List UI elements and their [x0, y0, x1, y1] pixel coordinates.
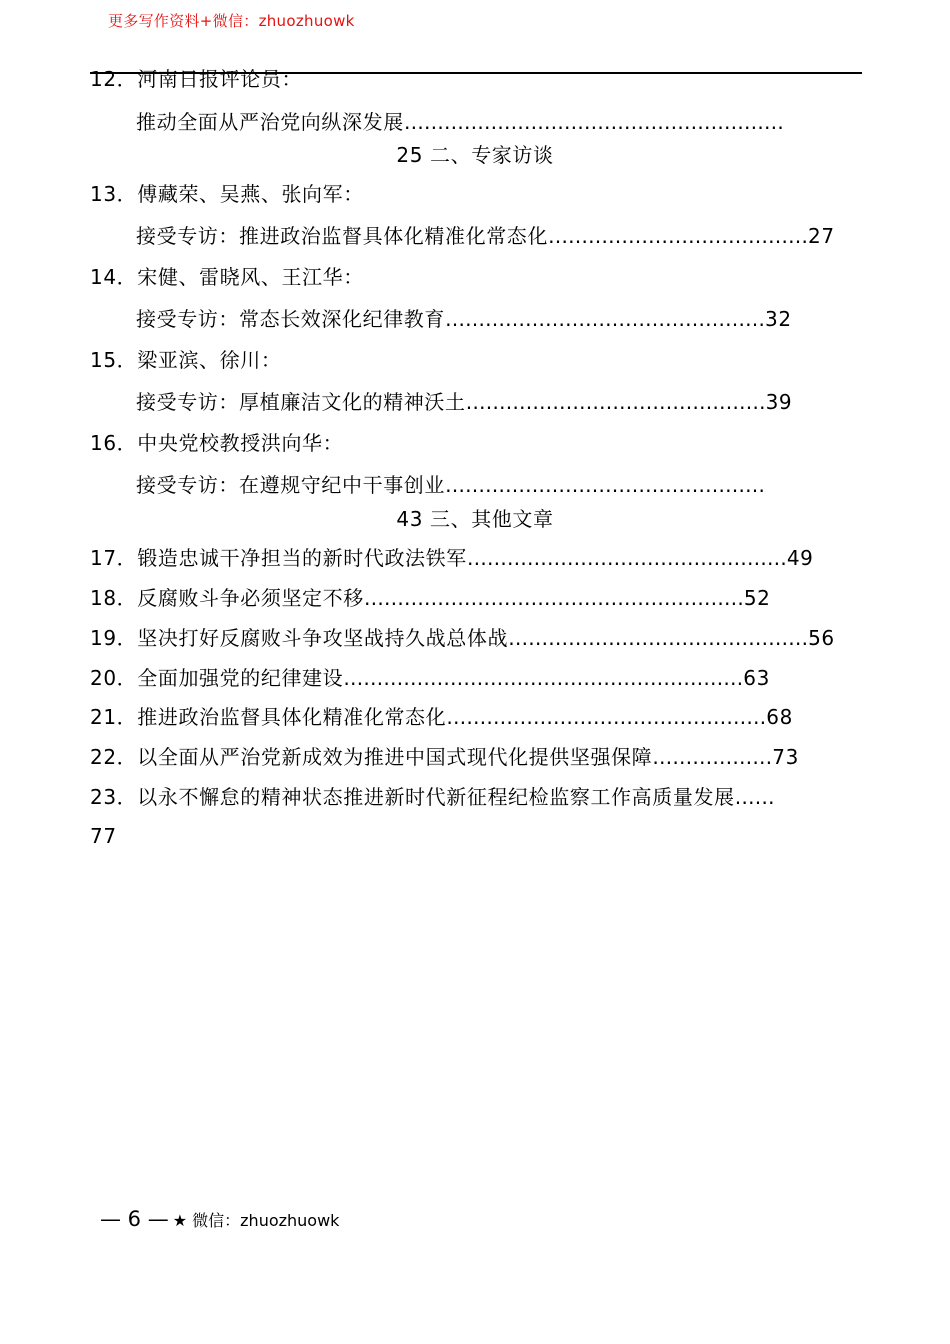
toc-entry-title: 21．推进政治监督具体化精准化常态化 — [90, 705, 447, 729]
toc-leader-dots: ………………………………… — [548, 224, 808, 248]
toc-entry-16-sub[interactable] — [136, 472, 765, 498]
toc-entry-15-title — [90, 347, 281, 373]
toc-page-number: 32 — [765, 307, 792, 331]
toc-entry-title: 14．宋健、雷晓风、王江华： — [90, 265, 364, 289]
toc-leader-dots: ………………………………………………… — [363, 586, 744, 610]
section-heading-other-articles[interactable]: 43 三、其他文章 — [396, 507, 554, 531]
toc-entry-13-title — [90, 181, 364, 207]
toc-entry-subtitle: 接受专访：常态长效深化纪律教育 — [136, 307, 445, 331]
toc-entry-title: 13．傅藏荣、吴燕、张向军： — [90, 182, 364, 206]
toc-entry-title: 23．以永不懈怠的精神状态推进新时代新征程纪检监察工作高质量发展 — [90, 785, 735, 809]
toc-page-number: 73 — [772, 745, 799, 769]
toc-entry-title: 20．全面加强党的纪律建设 — [90, 666, 344, 690]
toc-entry-18[interactable] — [90, 585, 771, 611]
toc-entry-16-title — [90, 430, 343, 456]
toc-entry-12-title — [90, 66, 302, 92]
toc-entry-title: 12．河南日报评论员： — [90, 67, 303, 91]
toc-entry-14-title — [90, 264, 364, 290]
toc-page-number: 56 — [808, 626, 835, 650]
toc-leader-dots: ……………………………………… — [508, 626, 809, 650]
toc-entry-23[interactable] — [90, 784, 775, 810]
toc-entry-23-page — [90, 823, 117, 849]
toc-entry-14-sub[interactable] — [136, 306, 792, 332]
toc-page-number: 77 — [90, 824, 117, 848]
toc-leader-dots: ………………………………………… — [466, 546, 787, 570]
toc-leader-dots: ………………………………………… — [445, 473, 765, 497]
toc-entry-subtitle: 接受专访：在遵规守纪中干事创业 — [136, 473, 445, 497]
page-footer — [100, 1207, 339, 1231]
toc-entry-title: 15．梁亚滨、徐川： — [90, 348, 282, 372]
toc-entry-21[interactable] — [90, 704, 793, 730]
toc-entry-title: 18．反腐败斗争必须坚定不移 — [90, 586, 364, 610]
toc-page-number: 63 — [743, 666, 770, 690]
toc-page-number: 68 — [766, 705, 793, 729]
toc-entry-title: 17．锻造忠诚干净担当的新时代政法铁军 — [90, 546, 467, 570]
toc-leader-dots: ……………… — [652, 745, 773, 769]
footer-wechat-note: ★ 微信：zhuozhuowk — [172, 1211, 340, 1230]
toc-leader-dots: ………………………………………… — [446, 705, 767, 729]
toc-entry-title: 19．坚决打好反腐败斗争攻坚战持久战总体战 — [90, 626, 509, 650]
toc-entry-title: 16．中央党校教授洪向华： — [90, 431, 344, 455]
toc-page-number: 27 — [808, 224, 835, 248]
toc-entry-20[interactable] — [90, 665, 770, 691]
toc-page-number: 52 — [743, 586, 771, 610]
toc-leader-dots: ………………………………………… — [445, 307, 765, 331]
toc-entry-13-sub[interactable] — [136, 223, 835, 249]
toc-leader-dots: ………………………………………………… — [403, 110, 784, 134]
toc-leader-dots: …… — [734, 785, 775, 809]
toc-entry-15-sub[interactable] — [136, 389, 792, 415]
toc-entry-17[interactable] — [90, 545, 814, 571]
toc-entry-subtitle: 接受专访：推进政治监督具体化精准化常态化 — [136, 224, 548, 248]
toc-entry-22[interactable] — [90, 744, 799, 770]
header-promo-note: 更多写作资料+微信：zhuozhuowk — [108, 12, 355, 30]
toc-entry-12-sub[interactable] — [136, 109, 784, 135]
toc-page-number: 49 — [786, 546, 814, 570]
toc-entry-subtitle: 接受专访：厚植廉洁文化的精神沃土 — [136, 390, 466, 414]
toc-leader-dots: ……………………………………… — [465, 390, 766, 414]
page-number: — 6 — — [100, 1207, 169, 1231]
toc-leader-dots: …………………………………………………… — [343, 666, 744, 690]
section-heading-expert-interviews[interactable]: 25 二、专家访谈 — [396, 143, 554, 167]
toc-page-number: 39 — [765, 390, 793, 414]
toc-entry-title: 22．以全面从严治党新成效为推进中国式现代化提供坚强保障 — [90, 745, 653, 769]
toc-entry-19[interactable] — [90, 625, 835, 651]
toc-entry-subtitle: 推动全面从严治党向纵深发展 — [136, 110, 404, 134]
